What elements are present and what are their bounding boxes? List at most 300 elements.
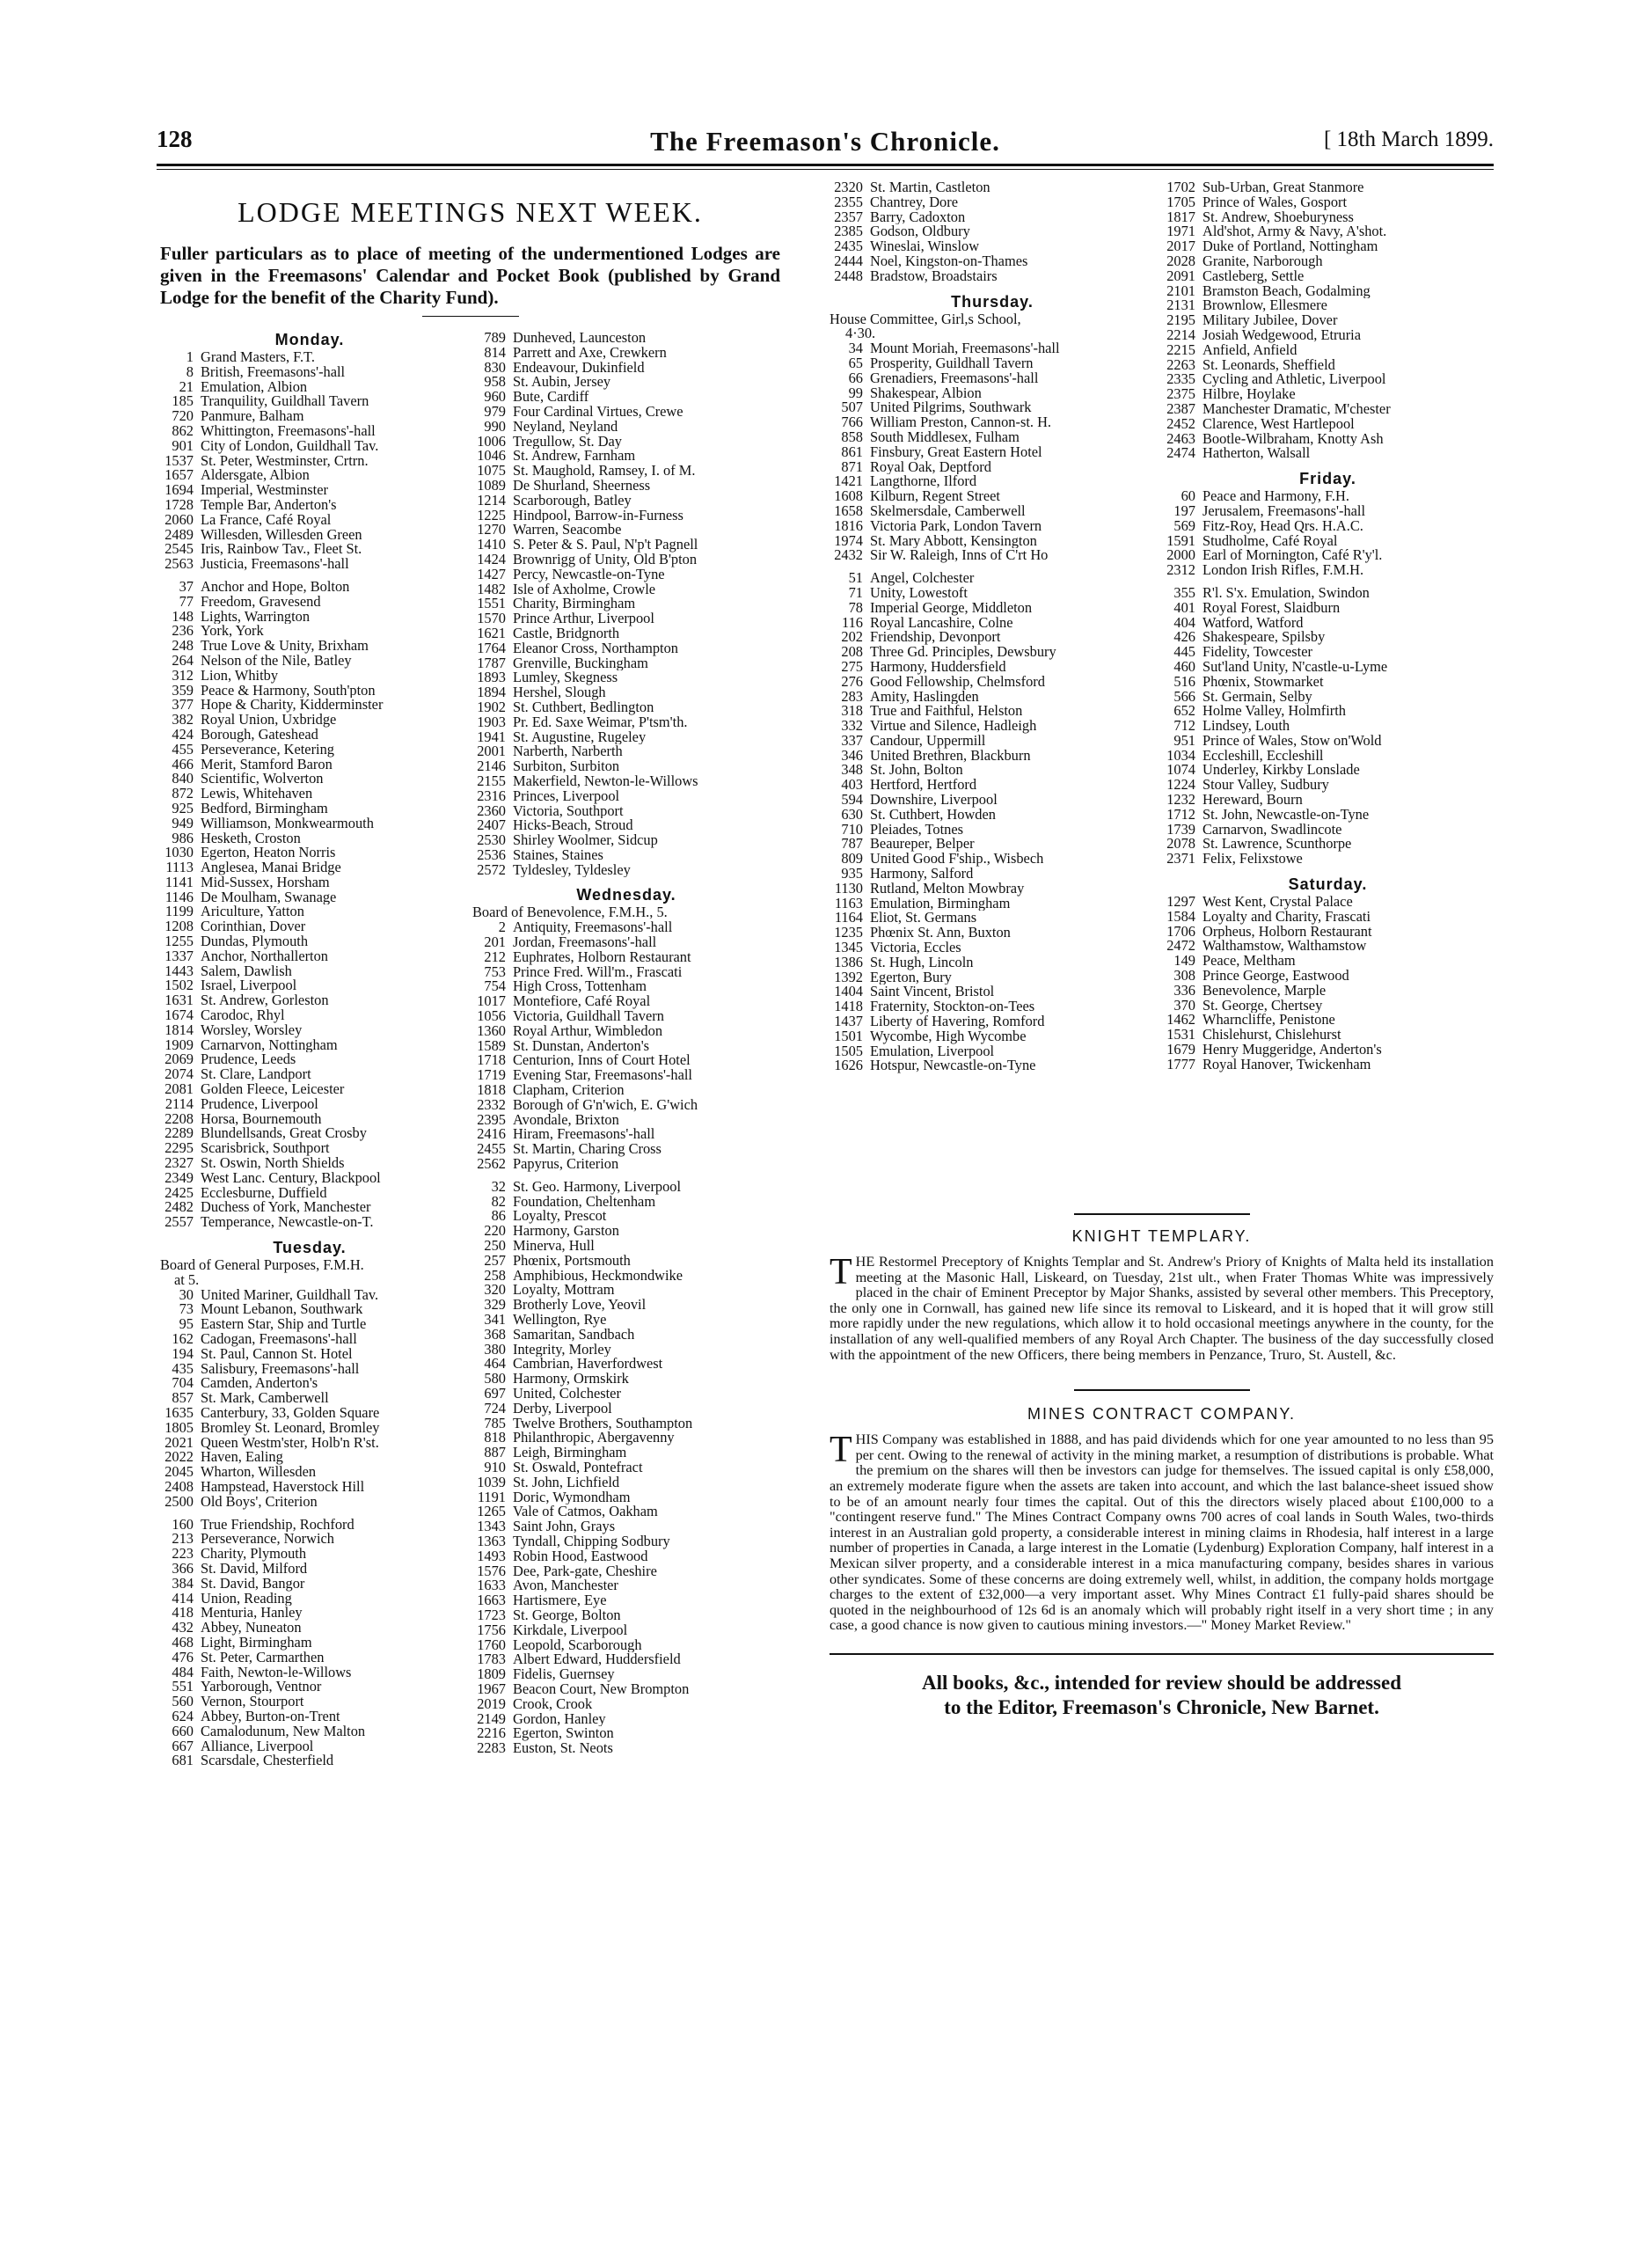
lodge-entry bbox=[830, 660, 1155, 675]
lodge-name: Percy, Newcastle-on-Tyne bbox=[513, 567, 665, 582]
lodge-number: 2208 bbox=[164, 1111, 194, 1127]
lodge-number: 403 bbox=[841, 778, 863, 794]
lodge-number: 435 bbox=[172, 1361, 194, 1377]
lodge-number: 697 bbox=[484, 1386, 506, 1402]
drop-cap: T bbox=[830, 1430, 852, 1471]
lodge-entry bbox=[830, 474, 1155, 489]
divider bbox=[422, 316, 519, 317]
lodge-number: 2408 bbox=[164, 1479, 194, 1495]
lodge-name: Hertford, Hertford bbox=[870, 778, 977, 794]
lodge-entry bbox=[1162, 660, 1494, 675]
lodge-entry bbox=[472, 1402, 780, 1416]
lodge-name: Shakespeare, Spilsby bbox=[1202, 630, 1326, 646]
lodge-entry bbox=[472, 626, 780, 641]
lodge-entry bbox=[830, 548, 1155, 563]
lodge-number: 1297 bbox=[1166, 895, 1195, 910]
lodge-number: 160 bbox=[172, 1517, 194, 1533]
lodge-entry bbox=[1162, 402, 1494, 417]
lodge-number: 258 bbox=[484, 1268, 506, 1284]
lodge-number: 594 bbox=[841, 793, 863, 808]
lodge-entry bbox=[160, 904, 459, 919]
lodge-name: Staines, Staines bbox=[513, 847, 603, 863]
lodge-name: Foundation, Cheltenham bbox=[513, 1194, 656, 1210]
lodge-entry bbox=[1162, 328, 1494, 343]
lodge-name: Good Fellowship, Chelmsford bbox=[870, 674, 1045, 690]
lodge-number: 21 bbox=[179, 379, 194, 395]
lodge-number: 1482 bbox=[477, 582, 506, 597]
lodge-name: Rutland, Melton Mowbray bbox=[870, 881, 1025, 897]
lodge-number: 1941 bbox=[477, 729, 506, 745]
header-rule-thin bbox=[157, 169, 1494, 170]
lodge-entry bbox=[472, 1446, 780, 1460]
lodge-number: 1551 bbox=[477, 597, 506, 612]
lodge-entry bbox=[472, 1098, 780, 1113]
lodge-name: High Cross, Tottenham bbox=[513, 979, 647, 995]
lodge-number: 2078 bbox=[1166, 837, 1195, 853]
lodge-number: 667 bbox=[172, 1739, 194, 1754]
divider bbox=[1074, 1389, 1250, 1391]
lodge-name: Phœnix St. Ann, Buxton bbox=[870, 926, 1011, 941]
lodge-number: 236 bbox=[172, 624, 194, 640]
article-text: HIS Company was established in 1888, and has paid dividends which for one year amounted to no less than 95 per cent. Owing to the renewal of activity in the mining market, a resumption of distributions is probable. What the premium on the shares will then be investors can judge for themselves. The issued capital is only £58,000, an extremely moderate figure when the assets are taken into account, and which the last balance-sheet issued show to be of an amount nearly four times the capital. Out of this the directors wisely placed about £100,000 to a "contingent reserve fund." The Mines Contract Company owns 700 acres of coal lands in South Wales, two-thirds interest in an Australian gold property, a considerable interest in mining claims in Rhodesia, half interest in a large number of properties in Canada, a large interest in the Lomatie (Lydenburg) Exploration Company, half interest in a Mexican silver property, and a considerable interest in a mica manufacturing company, besides shares in various other syndicates. Some of these concerns are doing extremely well, whilst, in addition, the company holds mortgage charges to the extent of £32,000—a very important asset. Why Mines Contract £1 fully-paid shares should be quoted in the neighbourhood of 12s 6d is an anomaly which will probably right itself in a very short time ; in any case, a good chance is now given to cautious mining investors.—" Money Market Review." bbox=[830, 1431, 1494, 1634]
lodge-number: 1392 bbox=[834, 970, 863, 985]
lodge-number: 426 bbox=[1173, 630, 1195, 646]
lodge-name: Jerusalem, Freemasons'-hall bbox=[1202, 503, 1366, 519]
lodge-name: Bradstow, Broadstairs bbox=[870, 268, 998, 284]
lodge-number: 223 bbox=[172, 1547, 194, 1562]
lodge-name: Anglesea, Manai Bridge bbox=[201, 860, 341, 875]
lodge-number: 1694 bbox=[164, 483, 194, 498]
lodge-name: Alliance, Liverpool bbox=[201, 1739, 314, 1754]
lodge-number: 2335 bbox=[1166, 372, 1195, 388]
lodge-entry bbox=[472, 375, 780, 390]
lodge-number: 73 bbox=[179, 1302, 194, 1318]
lodge-name: Lumley, Skegness bbox=[513, 670, 618, 686]
lodge-number: 681 bbox=[172, 1753, 194, 1769]
lodge-name: Prince Arthur, Liverpool bbox=[513, 611, 654, 626]
lodge-entry bbox=[472, 1638, 780, 1653]
lodge-number: 99 bbox=[848, 385, 863, 401]
lodge-entry bbox=[160, 580, 459, 595]
lodge-number: 2489 bbox=[164, 527, 194, 543]
lodge-number: 1493 bbox=[477, 1548, 506, 1564]
lodge-entry bbox=[1162, 239, 1494, 254]
lodge-entry bbox=[472, 1195, 780, 1210]
lodge-number: 2349 bbox=[164, 1170, 194, 1186]
lodge-entry bbox=[160, 409, 459, 424]
lodge-number: 30 bbox=[179, 1287, 194, 1303]
lodge-number: 1074 bbox=[1166, 763, 1195, 779]
lodge-name: S. Peter & S. Paul, N'p't Pagnell bbox=[513, 538, 698, 553]
lodge-name: Hindpool, Barrow-in-Furness bbox=[513, 508, 683, 523]
lodge-name: Anchor and Hope, Bolton bbox=[201, 579, 350, 595]
lodge-number: 1777 bbox=[1166, 1057, 1195, 1072]
lodge-entry bbox=[472, 1298, 780, 1313]
lodge-number: 1337 bbox=[164, 948, 194, 964]
lodge-number: 2019 bbox=[477, 1696, 506, 1712]
lodge-name: Crook, Crook bbox=[513, 1696, 593, 1712]
lodge-entry bbox=[160, 365, 459, 380]
lodge-name: Scarisbrick, Southport bbox=[201, 1141, 330, 1157]
lodge-number: 2081 bbox=[164, 1082, 194, 1097]
lodge-name: Borough, Gateshead bbox=[201, 727, 318, 743]
lodge-number: 212 bbox=[484, 949, 506, 965]
lodge-name: Hicks-Beach, Stroud bbox=[513, 818, 633, 834]
lodge-number: 2028 bbox=[1166, 253, 1195, 269]
lodge-entry bbox=[1162, 284, 1494, 299]
lodge-number: 1130 bbox=[834, 881, 863, 897]
lodge-name: Bromley St. Leonard, Bromley bbox=[201, 1420, 380, 1436]
lodge-entry bbox=[160, 454, 459, 469]
lodge-entry bbox=[472, 1682, 780, 1697]
lodge-number: 337 bbox=[841, 733, 863, 749]
lodge-name: Mount Lebanon, Southwark bbox=[201, 1302, 363, 1318]
lodge-entry bbox=[160, 1126, 459, 1141]
lodge-number: 2562 bbox=[477, 1157, 506, 1172]
lodge-name: St. Geo. Harmony, Liverpool bbox=[513, 1179, 682, 1195]
lodge-entry bbox=[1162, 601, 1494, 616]
lodge-entry bbox=[830, 371, 1155, 386]
lodge-number: 197 bbox=[1173, 503, 1195, 519]
lodge-entry bbox=[830, 239, 1155, 254]
lodge-name: Eccleshill, Eccleshill bbox=[1202, 748, 1324, 764]
lodge-number: 2289 bbox=[164, 1126, 194, 1142]
lodge-number: 1760 bbox=[477, 1637, 506, 1653]
lodge-entry bbox=[160, 1362, 459, 1377]
lodge-name: Carodoc, Rhyl bbox=[201, 1008, 285, 1023]
lodge-name: Shirley Woolmer, Sidcup bbox=[513, 833, 658, 848]
lodge-entry bbox=[160, 557, 459, 572]
lodge-number: 1537 bbox=[164, 453, 194, 469]
lodge-name: Integrity, Morley bbox=[513, 1342, 611, 1358]
lodge-name: St. Oswald, Pontefract bbox=[513, 1460, 643, 1475]
lodge-entry bbox=[472, 1667, 780, 1682]
lodge-number: 2214 bbox=[1166, 327, 1195, 343]
lodge-number: 264 bbox=[172, 653, 194, 669]
lodge-name: St. Mark, Camberwell bbox=[201, 1391, 329, 1406]
lodge-name: Derby, Liverpool bbox=[513, 1401, 612, 1416]
list-column-d bbox=[1162, 180, 1494, 1072]
lodge-name: Temple Bar, Anderton's bbox=[201, 497, 337, 513]
mines-contract-article bbox=[830, 1405, 1494, 1634]
lodge-name: St. Aubin, Jersey bbox=[513, 375, 611, 391]
meeting-note: Board of Benevolence, F.M.H., 5. bbox=[472, 904, 668, 921]
lodge-name: Ariculture, Yatton bbox=[201, 904, 304, 920]
meeting-note: Board of General Purposes, F.M.H. bbox=[160, 1256, 364, 1274]
lodge-name: Cycling and Athletic, Liverpool bbox=[1202, 372, 1386, 388]
lodge-entry bbox=[472, 1209, 780, 1224]
lodge-entry bbox=[472, 994, 780, 1009]
lodge-entry bbox=[472, 863, 780, 878]
lodge-number: 1113 bbox=[165, 860, 194, 875]
lodge-entry bbox=[1162, 1043, 1494, 1058]
lodge-entry bbox=[1162, 675, 1494, 690]
lodge-entry bbox=[160, 1141, 459, 1156]
lodge-number: 660 bbox=[172, 1724, 194, 1739]
lodge-name: Phœnix, Stowmarket bbox=[1202, 674, 1324, 690]
lodge-name: Harmony, Salford bbox=[870, 867, 974, 882]
lodge-number: 2146 bbox=[477, 759, 506, 774]
article-text: HE Restormel Preceptory of Knights Templar and St. Andrew's Priory of Knights of Malta held its installation meeting at the Masonic Hall, Liskeard, on Tuesday, 21st ult., when Frater Thomas White was impressively placed in the chair of Eminent Preceptor by Major Shanks, assisted by several other members. This Preceptory, the only one in Cornwall, has gained new life since its removal to Liskeard, and it is hoped that it will grow still more rapidly under the new regulations, which allow it to hold occasional meetings anywhere in the county, for the installation of any well-qualified members of any Royal Arch Chapter. The business of the day successfully closed with the appointment of the new Officers, there being members in Penzance, Truro, St. Austell, &c. bbox=[830, 1254, 1494, 1363]
lodge-number: 318 bbox=[841, 704, 863, 720]
lodge-name: Langthorne, Ilford bbox=[870, 474, 977, 490]
lodge-number: 2332 bbox=[477, 1097, 506, 1113]
lodge-entry bbox=[472, 759, 780, 774]
lodge-name: Tregullow, St. Day bbox=[513, 434, 623, 450]
lodge-name: St. Germain, Selby bbox=[1202, 689, 1312, 705]
lodge-entry bbox=[472, 1254, 780, 1269]
lodge-number: 1443 bbox=[164, 963, 194, 979]
lodge-number: 380 bbox=[484, 1342, 506, 1358]
lodge-name: Sir W. Raleigh, Inns of C'rt Ho bbox=[870, 548, 1049, 564]
lodge-name: St. Andrew, Gorleston bbox=[201, 993, 329, 1009]
lodge-number: 1723 bbox=[477, 1607, 506, 1623]
lodge-number: 1679 bbox=[1166, 1043, 1195, 1058]
lodge-name: Cadogan, Freemasons'-hall bbox=[201, 1332, 357, 1347]
lodge-number: 710 bbox=[841, 822, 863, 838]
lodge-entry bbox=[472, 1024, 780, 1039]
lodge-entry bbox=[830, 415, 1155, 430]
lodge-name: Four Cardinal Virtues, Crewe bbox=[513, 404, 683, 420]
lodge-entry bbox=[160, 816, 459, 831]
lodge-name: Vale of Catmos, Oakham bbox=[513, 1504, 658, 1520]
lodge-name: Hotspur, Newcastle-on-Tyne bbox=[870, 1058, 1036, 1074]
lodge-number: 2416 bbox=[477, 1127, 506, 1143]
wednesday-list bbox=[472, 920, 780, 1756]
lodge-entry bbox=[472, 1608, 780, 1623]
lodge-name: Wineslai, Winslow bbox=[870, 239, 980, 254]
lodge-name: Hatherton, Walsall bbox=[1202, 446, 1311, 462]
lodge-entry bbox=[472, 920, 780, 935]
lodge-entry bbox=[1162, 895, 1494, 910]
lodge-entry bbox=[1162, 298, 1494, 313]
lodge-number: 566 bbox=[1173, 689, 1195, 705]
lodge-number: 1894 bbox=[477, 685, 506, 700]
lodge-name: Emulation, Albion bbox=[201, 379, 308, 395]
lodge-name: Fraternity, Stockton-on-Tees bbox=[870, 999, 1035, 1015]
lodge-number: 1663 bbox=[477, 1593, 506, 1608]
lodge-name: Haven, Ealing bbox=[201, 1450, 283, 1466]
lodge-number: 2455 bbox=[477, 1142, 506, 1158]
lodge-entry bbox=[160, 468, 459, 483]
lodge-name: Willesden, Willesden Green bbox=[201, 527, 362, 543]
lodge-name: Anfield, Anfield bbox=[1202, 342, 1297, 358]
lodge-entry bbox=[830, 1044, 1155, 1059]
lodge-entry bbox=[1162, 910, 1494, 925]
lodge-name: Isle of Axholme, Crowle bbox=[513, 582, 656, 597]
lodge-number: 95 bbox=[179, 1317, 194, 1332]
lodge-name: Beacon Court, New Brompton bbox=[513, 1681, 690, 1697]
lodge-entry bbox=[472, 1053, 780, 1068]
lodge-number: 785 bbox=[484, 1416, 506, 1431]
lodge-number: 1635 bbox=[164, 1405, 194, 1421]
lodge-entry bbox=[830, 690, 1155, 705]
lodge-entry bbox=[830, 763, 1155, 778]
intro-paragraph: Fuller particulars as to place of meeting of the undermentioned Lodges are given in the Freemasons' Calendar and Pocket Book (published by Grand Lodge for the benefit of the Charity Fund). bbox=[160, 243, 780, 308]
lodge-name: Panmure, Balham bbox=[201, 409, 304, 424]
lodge-entry bbox=[830, 970, 1155, 985]
lodge-number: 1462 bbox=[1166, 1013, 1195, 1029]
lodge-name: Amity, Haslingden bbox=[870, 689, 979, 705]
lodge-entry bbox=[830, 489, 1155, 504]
lodge-number: 2195 bbox=[1166, 313, 1195, 328]
lodge-number: 2463 bbox=[1166, 431, 1195, 447]
lodge-entry bbox=[160, 528, 459, 543]
lodge-name: Phœnix, Portsmouth bbox=[513, 1253, 631, 1269]
lodge-entry bbox=[160, 1186, 459, 1201]
lodge-entry bbox=[1162, 630, 1494, 645]
lodge-number: 201 bbox=[484, 935, 506, 950]
lodge-name: Perseverance, Ketering bbox=[201, 742, 334, 758]
lodge-number: 2021 bbox=[164, 1435, 194, 1451]
lodge-number: 887 bbox=[484, 1446, 506, 1460]
lodge-entry bbox=[160, 1651, 459, 1665]
lodge-number: 990 bbox=[484, 419, 506, 435]
lodge-entry bbox=[1162, 387, 1494, 402]
lodge-number: 1056 bbox=[477, 1009, 506, 1024]
article-body bbox=[830, 1252, 1494, 1363]
lodge-entry bbox=[472, 479, 780, 494]
lodge-entry bbox=[830, 911, 1155, 926]
lodge-entry bbox=[1162, 446, 1494, 461]
lodge-entry bbox=[1162, 778, 1494, 793]
lodge-name: Cambrian, Haverfordwest bbox=[513, 1357, 663, 1373]
lodge-number: 1232 bbox=[1166, 793, 1195, 808]
lodge-name: St. Lawrence, Scunthorpe bbox=[1202, 837, 1352, 853]
lodge-name: Emulation, Liverpool bbox=[870, 1043, 995, 1059]
lodge-number: 2375 bbox=[1166, 387, 1195, 402]
lodge-entry bbox=[1162, 417, 1494, 432]
lodge-entry bbox=[160, 1038, 459, 1053]
lodge-name: Bedford, Birmingham bbox=[201, 801, 328, 816]
lodge-entry bbox=[160, 1156, 459, 1171]
lodge-name: Jordan, Freemasons'-hall bbox=[513, 935, 657, 950]
lodge-number: 1225 bbox=[477, 508, 506, 523]
lodge-number: 78 bbox=[848, 600, 863, 616]
lodge-name: Prudence, Liverpool bbox=[201, 1096, 318, 1112]
lodge-entry bbox=[1162, 372, 1494, 387]
lodge-name: Peace and Harmony, F.H. bbox=[1202, 489, 1349, 504]
lodge-entry bbox=[830, 955, 1155, 970]
lodge-name: Yarborough, Ventnor bbox=[201, 1680, 322, 1695]
lodge-entry bbox=[472, 1068, 780, 1083]
lodge-entry bbox=[830, 867, 1155, 882]
lodge-name: Benevolence, Marple bbox=[1202, 983, 1327, 999]
lodge-entry bbox=[472, 390, 780, 405]
lodge-entry bbox=[1162, 358, 1494, 373]
lodge-entry bbox=[1162, 432, 1494, 447]
lodge-name: Hereward, Bourn bbox=[1202, 793, 1303, 808]
lodge-name: Freedom, Gravesend bbox=[201, 594, 321, 610]
lodge-name: Chantrey, Dore bbox=[870, 194, 958, 210]
lodge-entry bbox=[472, 1224, 780, 1239]
lodge-entry bbox=[830, 445, 1155, 460]
lodge-name: St. Augustine, Rugeley bbox=[513, 729, 647, 745]
lodge-number: 1658 bbox=[834, 503, 863, 519]
lodge-number: 712 bbox=[1173, 719, 1195, 734]
lodge-number: 8 bbox=[186, 364, 194, 380]
lodge-name: Euphrates, Holborn Restaurant bbox=[513, 949, 691, 965]
lodge-name: Egerton, Heaton Norris bbox=[201, 846, 336, 861]
lodge-name: Underley, Kirkby Lonslade bbox=[1202, 763, 1360, 779]
lodge-name: London Irish Rifles, F.M.H. bbox=[1202, 563, 1364, 578]
lodge-entry bbox=[472, 449, 780, 464]
lodge-number: 2216 bbox=[477, 1726, 506, 1742]
lodge-name: Shakespear, Albion bbox=[870, 385, 982, 401]
lodge-number: 2444 bbox=[834, 253, 863, 269]
lodge-name: Military Jubilee, Dover bbox=[1202, 313, 1338, 328]
lodge-number: 1418 bbox=[834, 999, 863, 1015]
lodge-number: 766 bbox=[841, 415, 863, 430]
lodge-entry bbox=[472, 965, 780, 980]
lodge-name: Canterbury, 33, Golden Square bbox=[201, 1405, 380, 1421]
lodge-name: St. George, Bolton bbox=[513, 1607, 621, 1623]
lodge-number: 580 bbox=[484, 1372, 506, 1387]
lodge-number: 2360 bbox=[477, 803, 506, 819]
lodge-number: 551 bbox=[172, 1680, 194, 1695]
lodge-number: 624 bbox=[172, 1709, 194, 1724]
lodge-number: 476 bbox=[172, 1650, 194, 1665]
lodge-number: 1756 bbox=[477, 1622, 506, 1638]
lodge-name: Neyland, Neyland bbox=[513, 419, 618, 435]
lodge-entry bbox=[160, 439, 459, 454]
lodge-number: 1783 bbox=[477, 1652, 506, 1668]
lodge-name: Holme Valley, Holmfirth bbox=[1202, 704, 1346, 720]
lodge-number: 925 bbox=[172, 801, 194, 816]
lodge-entry bbox=[472, 361, 780, 376]
running-head bbox=[157, 126, 1494, 161]
lodge-entry bbox=[160, 728, 459, 743]
lodge-entry bbox=[160, 542, 459, 557]
lodge-name: Stour Valley, Sudbury bbox=[1202, 778, 1329, 794]
lodge-entry bbox=[472, 789, 780, 804]
lodge-number: 630 bbox=[841, 807, 863, 823]
lodge-name: Avondale, Brixton bbox=[513, 1112, 619, 1128]
lodge-name: Mount Moriah, Freemasons'-hall bbox=[870, 341, 1060, 356]
lodge-number: 1570 bbox=[477, 611, 506, 626]
lodge-entry bbox=[160, 1112, 459, 1127]
lodge-name: Queen Westm'ster, Holb'n R'st. bbox=[201, 1435, 379, 1451]
lodge-name: Wellington, Rye bbox=[513, 1313, 607, 1328]
lodge-number: 1075 bbox=[477, 464, 506, 479]
lodge-name: Aldersgate, Albion bbox=[201, 468, 310, 484]
lodge-name: Godson, Oldbury bbox=[870, 224, 970, 240]
lodge-number: 901 bbox=[172, 438, 194, 454]
lodge-entry bbox=[1162, 925, 1494, 940]
lodge-number: 862 bbox=[172, 423, 194, 439]
lodge-name: Philanthropic, Abergavenny bbox=[513, 1431, 675, 1446]
lodge-number: 2215 bbox=[1166, 342, 1195, 358]
lodge-name: Royal Lancashire, Colne bbox=[870, 615, 1013, 631]
lodge-entry bbox=[830, 719, 1155, 734]
lodge-number: 960 bbox=[484, 390, 506, 405]
lodge-name: Faith, Newton-le-Willows bbox=[201, 1665, 352, 1680]
lodge-name: Dundas, Plymouth bbox=[201, 934, 309, 949]
lodge-name: Hiram, Freemasons'-hall bbox=[513, 1127, 655, 1143]
lodge-name: City of London, Guildhall Tav. bbox=[201, 438, 379, 454]
lodge-entry bbox=[472, 1142, 780, 1157]
lodge-name: Barry, Cadoxton bbox=[870, 209, 966, 225]
lodge-name: Royal Oak, Deptford bbox=[870, 459, 991, 475]
lodge-entry bbox=[472, 1357, 780, 1372]
list-column-b bbox=[472, 331, 780, 1756]
lodge-name: Prince of Wales, Stow on'Wold bbox=[1202, 733, 1382, 749]
lodge-number: 2385 bbox=[834, 224, 863, 240]
lodge-entry bbox=[830, 749, 1155, 764]
lodge-name: St. Peter, Carmarthen bbox=[201, 1650, 325, 1665]
lodge-entry bbox=[472, 670, 780, 685]
lodge-entry bbox=[160, 1317, 459, 1332]
